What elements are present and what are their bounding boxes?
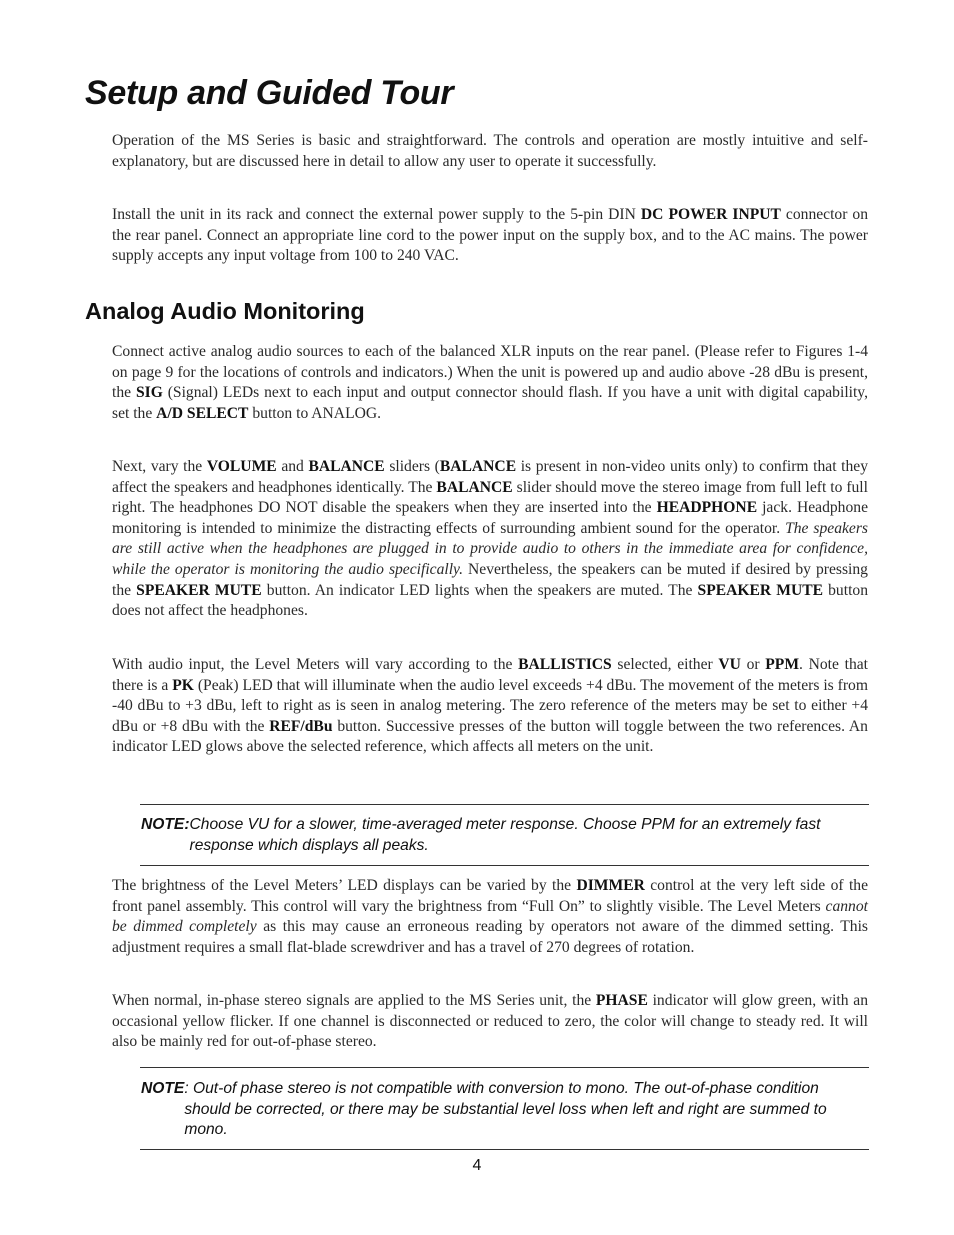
note-2 <box>140 1079 869 1141</box>
note-1 <box>140 815 869 856</box>
intro-paragraph-2: Install the unit in its rack and connect the external power supply to the 5-pin DIN DC POWER INPUT connector on the rear panel. Connect an appropriate line cord to the power input on the supply box, and to the AC mains. The power supply accepts any input voltage from 100 to 240 VAC. <box>112 206 869 265</box>
section-paragraph-1: Connect active analog audio sources to each of the balanced XLR inputs on the rear panel. (Please refer to Figures 1-4 on page 9 for the locations of controls and indicators.) When the unit is powered up and audio above -28 dBu is present, the SIG (Signal) LEDs next to each input and output connector should flash. If you have a unit with digital capability, set the A/D SELECT button to ANALOG. <box>112 343 868 422</box>
note-label: NOTE <box>141 1080 185 1097</box>
intro-paragraph-1: Operation of the MS Series is basic and straightforward. The controls and operation are mostly intuitive and self-explanatory, but are discussed here in detail to allow any user to operate it successfully. <box>112 132 868 170</box>
section-paragraph-3: With audio input, the Level Meters will vary according to the BALLISTICS selected, either VU or PPM. Note that there is a PK (Peak) LED that will illuminate when the audio level exceeds +4 dBu. The movement of the meters is from -40 dBu to +3 dBu, left to right as is seen in analog metering. The zero reference of the meters may be set to either +4 dBu or +8 dBu with the REF/dBu button. Successive presses of the button will toggle between the two references. An indicator LED glows above the selected reference, which affects all meters on the unit. <box>112 656 868 756</box>
section-paragraph-4: The brightness of the Level Meters’ LED displays can be varied by the DIMMER control at the very left side of the front panel assembly. This control will vary the brightness from “Full On” to slightly visible. The Level Meters cannot be dimmed completely as this may cause an erroneous reading by operators not aware of the dimmed setting. This adjustment requires a small flat-blade screwdriver and has a travel of 270 degrees of rotation. <box>112 877 868 956</box>
note-box-2 <box>140 1067 869 1150</box>
page-number: 4 <box>472 1157 482 1174</box>
page-title: Setup and Guided Tour <box>85 74 454 112</box>
section-paragraph-2: Next, vary the VOLUME and BALANCE sliders (BALANCE is present in non-video units only) to confirm that they affect the speakers and headphones identically. The BALANCE slider should move the stereo image from full left to full right. The headphones DO NOT disable the speakers when they are inserted into the HEADPHONE jack. Headphone monitoring is intended to minimize the distracting effects of surrounding ambient sound for the operator. The speakers are still active when the headphones are plugged in to provide audio to others in the immediate area for confidence, while the operator is monitoring the audio specifically. Nevertheless, the speakers can be muted if desired by pressing the SPEAKER MUTE button. An indicator LED lights when the speakers are muted. The SPEAKER MUTE button does not affect the headphones. <box>112 458 869 620</box>
note-text: Choose VU for a slower, time-averaged meter response. Choose PPM for an extremely fast response which displays all peaks. <box>189 816 821 854</box>
section-title: Analog Audio Monitoring <box>85 298 365 324</box>
note-label: NOTE: <box>141 816 190 833</box>
note-text: : Out-of phase stereo is not compatible with conversion to mono. The out-of-phase condition should be corrected, or there may be substantial level loss when left and right are summed to mono. <box>184 1080 827 1139</box>
note-box-1 <box>140 804 869 866</box>
section-paragraph-5: When normal, in-phase stereo signals are applied to the MS Series unit, the PHASE indicator will glow green, with an occasional yellow flicker. If one channel is disconnected or reduced to zero, the color will change to steady red. It will also be mainly red for out-of-phase stereo. <box>112 992 868 1051</box>
